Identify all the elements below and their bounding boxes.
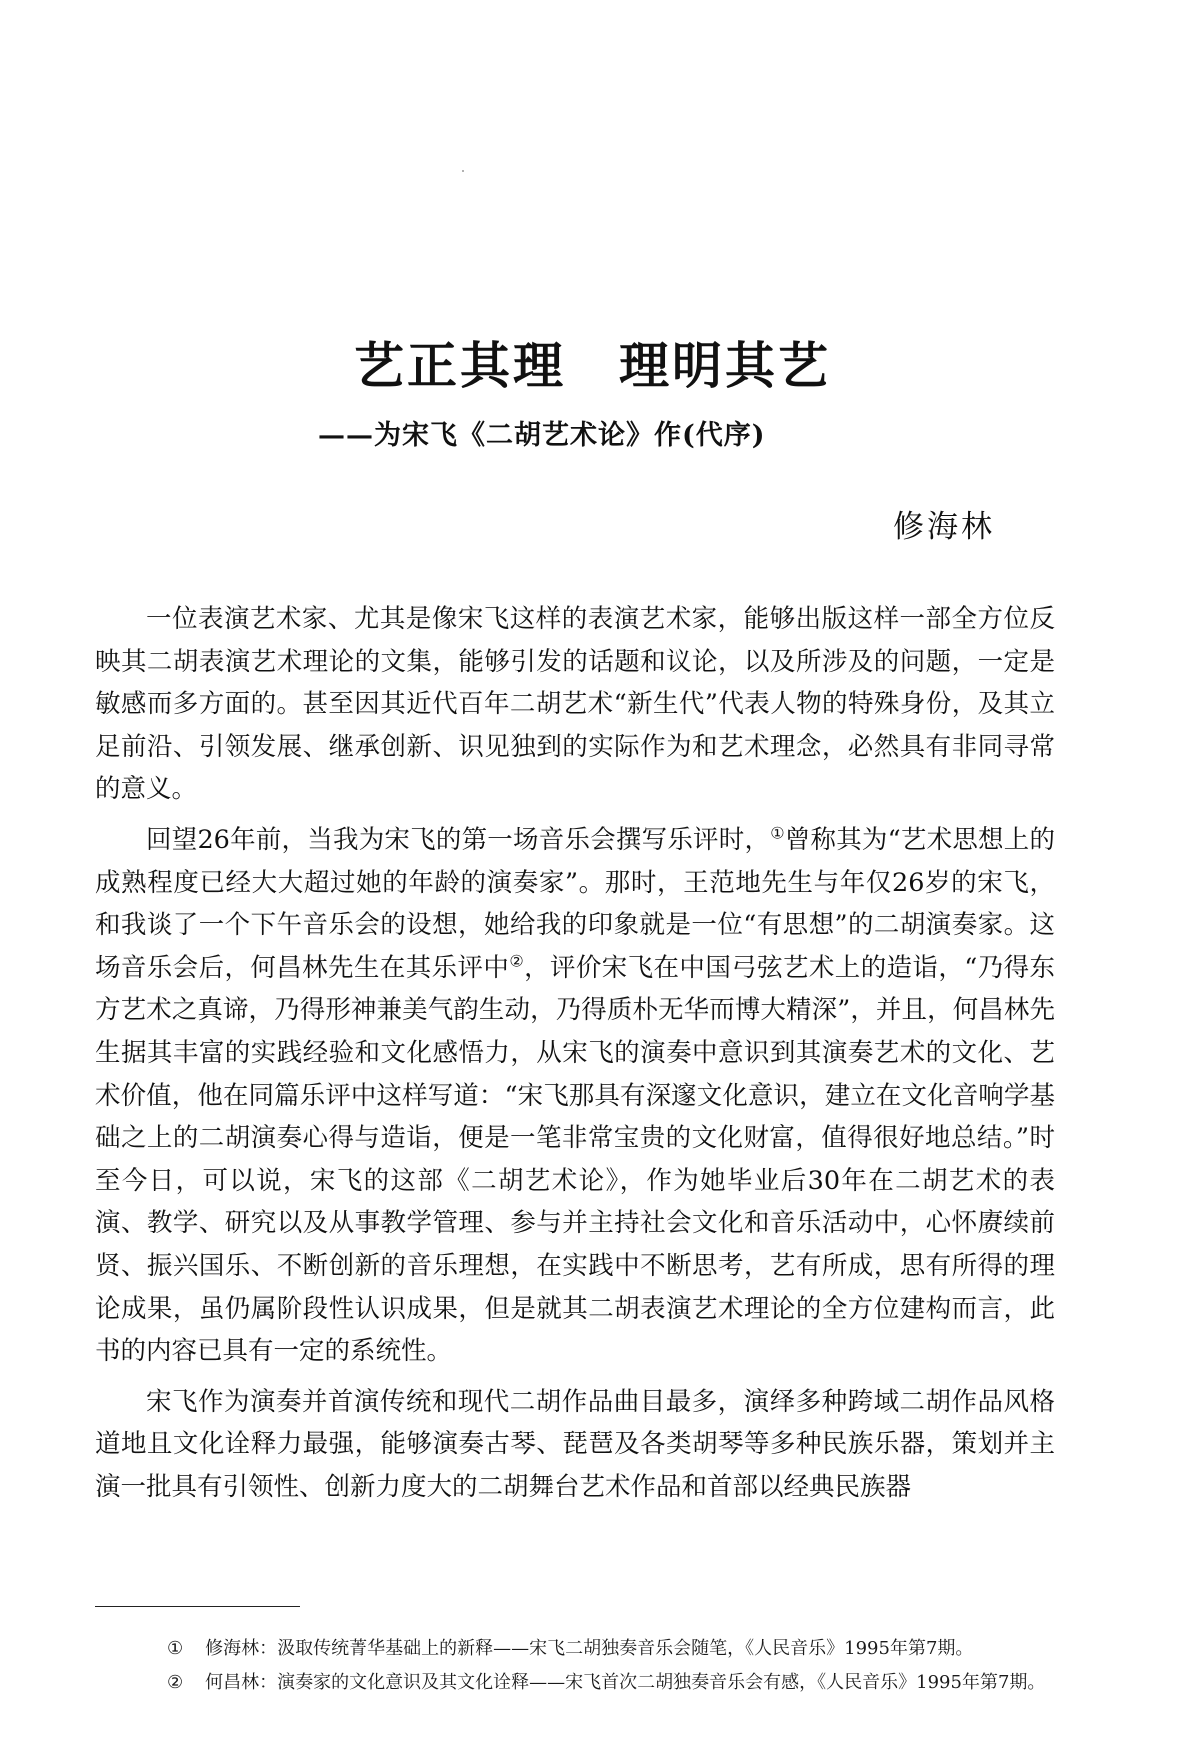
paragraph-text: 回望26年前，当我为宋飞的第一场音乐会撰写乐评时，: [146, 824, 771, 855]
footnote-1: [95, 1632, 1055, 1666]
footnote-2: [95, 1666, 1055, 1700]
author-name: 修海林: [893, 509, 995, 545]
footnotes: [95, 1632, 1055, 1700]
paragraph-2: [95, 819, 1055, 1373]
paragraph-text: 曾称其为“艺术思想上的成熟程度已经大大超过她的年龄的演奏家”。那时，王范地先生与年仅26岁的宋飞，和我谈了一个下午音乐会的设想，她给我的印象就是一位“有思想”的二胡演奏家。这场音乐会后，何昌林先生在其乐评中: [95, 824, 1055, 983]
footnote-number: ①: [167, 1638, 184, 1659]
paragraph-text: ，评价宋飞在中国弓弦艺术上的造诣，“乃得东方艺术之真谛，乃得形神兼美气韵生动，乃得质朴无华而博大精深”，并且，何昌林先生据其丰富的实践经验和文化感悟力，从宋飞的演奏中意识到其演奏艺术的文化、艺术价值，他在同篇乐评中这样写道：“宋飞那具有深邃文化意识，建立在文化音响学基础之上的二胡演奏心得与造诣，便是一笔非常宝贵的文化财富，值得很好地总结。”时至今日，可以说，宋飞的这部《二胡艺术论》，作为她毕业后30年在二胡艺术的表演、教学、研究以及从事教学管理、参与并主持社会文化和音乐活动中，心怀赓续前贤、振兴国乐、不断创新的音乐理想，在实践中不断思考，艺有所成，思有所得的理论成果，虽仍属阶段性认识成果，但是就其二胡表演艺术理论的全方位建构而言，此书的内容已具有一定的系统性。: [95, 952, 1055, 1367]
article-title: 艺正其理 理明其艺: [354, 336, 831, 395]
footnote-number: ②: [167, 1672, 184, 1693]
scan-speck: [462, 170, 464, 172]
footnote-ref-2: ②: [509, 951, 525, 971]
article-body: [95, 598, 1055, 1516]
paragraph-1: [95, 598, 1055, 811]
footnote-text: 何昌林：演奏家的文化意识及其文化诠释——宋飞首次二胡独奏音乐会有感，《人民音乐》1995年第7期。: [205, 1672, 1046, 1693]
footnote-divider: [95, 1606, 300, 1607]
paragraph-text: 宋飞作为演奏并首演传统和现代二胡作品曲目最多，演绎多种跨域二胡作品风格道地且文化诠释力最强，能够演奏古琴、琵琶及各类胡琴等多种民族乐器，策划并主演一批具有引领性、创新力度大的二胡舞台艺术作品和首部以经典民族器: [95, 1386, 1055, 1502]
footnote-ref-1: ①: [770, 823, 785, 843]
paragraph-3: [95, 1381, 1055, 1509]
footnote-text: 修海林：汲取传统菁华基础上的新释——宋飞二胡独奏音乐会随笔，《人民音乐》1995年第7期。: [205, 1638, 974, 1659]
paragraph-text: 一位表演艺术家、尤其是像宋飞这样的表演艺术家，能够出版这样一部全方位反映其二胡表演艺术理论的文集，能够引发的话题和议论，以及所涉及的问题，一定是敏感而多方面的。甚至因其近代百年二胡艺术“新生代”代表人物的特殊身份，及其立足前沿、引领发展、继承创新、识见独到的实际作为和艺术理念，必然具有非同寻常的意义。: [95, 604, 1055, 805]
article-subtitle: ——为宋飞《二胡艺术论》作(代序): [318, 420, 766, 451]
